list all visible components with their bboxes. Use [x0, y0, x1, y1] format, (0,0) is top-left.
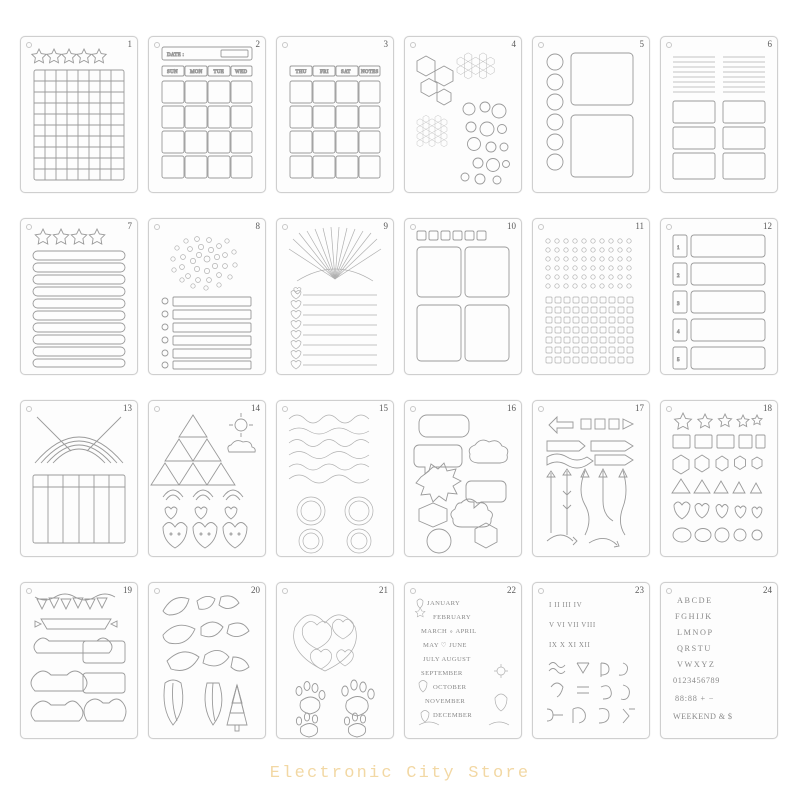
- stencil-12[interactable]: [660, 218, 778, 375]
- stencil-number: 13: [123, 403, 132, 413]
- svg-text:FEBRUARY: FEBRUARY: [433, 614, 472, 621]
- stencil-16-artwork: [405, 401, 521, 556]
- svg-text:WEEKEND & $: WEEKEND & $: [673, 712, 733, 721]
- stencil-number: 20: [251, 585, 260, 595]
- svg-text:WED: WED: [235, 70, 248, 75]
- stencil-13-artwork: [21, 401, 137, 556]
- store-watermark: Electronic City Store: [269, 764, 531, 783]
- stencil-15[interactable]: [276, 400, 394, 557]
- stencil-number: 6: [767, 39, 772, 49]
- stencil-10[interactable]: [404, 218, 522, 375]
- stencil-9[interactable]: [276, 218, 394, 375]
- svg-text:IX X XI XII: IX X XI XII: [549, 641, 591, 649]
- stencil-23-artwork: [533, 583, 649, 738]
- stencil-16[interactable]: [404, 400, 522, 557]
- stencil-18-artwork: [661, 401, 777, 556]
- stencil-number: 14: [251, 403, 260, 413]
- stencil-6-artwork: [661, 37, 777, 192]
- svg-text:JULY AUGUST: JULY AUGUST: [423, 656, 471, 663]
- stencil-3-artwork: [277, 37, 393, 192]
- svg-text:NOTES: NOTES: [361, 70, 379, 75]
- svg-text:NOVEMBER: NOVEMBER: [425, 698, 466, 705]
- svg-text:JANUARY: JANUARY: [427, 600, 461, 607]
- stencil-grid: [18, 36, 782, 742]
- stencil-number: 1: [127, 39, 132, 49]
- svg-text:THU: THU: [295, 70, 307, 75]
- stencil-9-artwork: [277, 219, 393, 374]
- stencil-12-artwork: [661, 219, 777, 374]
- stencil-24-artwork: [661, 583, 777, 738]
- stencil-21[interactable]: [276, 582, 394, 739]
- svg-text:FGHIJK: FGHIJK: [675, 612, 713, 621]
- stencil-19-artwork: [21, 583, 137, 738]
- svg-text:2: 2: [677, 274, 680, 279]
- svg-text:QRSTU: QRSTU: [677, 644, 712, 653]
- svg-text:88:88 + −: 88:88 + −: [675, 694, 715, 703]
- stencil-22[interactable]: [404, 582, 522, 739]
- stencil-10-artwork: [405, 219, 521, 374]
- stencil-5-artwork: [533, 37, 649, 192]
- stencil-number: 9: [383, 221, 388, 231]
- stencil-2[interactable]: [148, 36, 266, 193]
- stencil-number: 10: [507, 221, 516, 231]
- stencil-6[interactable]: [660, 36, 778, 193]
- stencil-15-artwork: [277, 401, 393, 556]
- stencil-number: 5: [639, 39, 644, 49]
- stencil-number: 23: [635, 585, 644, 595]
- svg-text:TUE: TUE: [213, 70, 225, 75]
- svg-text:VWXYZ: VWXYZ: [677, 660, 716, 669]
- stencil-8[interactable]: [148, 218, 266, 375]
- stencil-number: 16: [507, 403, 516, 413]
- svg-text:V VI VII VIII: V VI VII VIII: [549, 621, 596, 629]
- svg-text:1: 1: [677, 246, 680, 251]
- svg-text:DATE :: DATE :: [167, 53, 185, 58]
- svg-text:SUN: SUN: [167, 70, 178, 75]
- stencil-number: 2: [255, 39, 260, 49]
- stencil-13[interactable]: [20, 400, 138, 557]
- stencil-2-artwork: [149, 37, 265, 192]
- stencil-23[interactable]: [532, 582, 650, 739]
- svg-text:I II III IV: I II III IV: [549, 601, 583, 609]
- stencil-5[interactable]: [532, 36, 650, 193]
- stencil-19[interactable]: [20, 582, 138, 739]
- stencil-11-artwork: [533, 219, 649, 374]
- stencil-number: 19: [123, 585, 132, 595]
- svg-text:ABCDE: ABCDE: [677, 596, 713, 605]
- stencil-1[interactable]: [20, 36, 138, 193]
- svg-text:3: 3: [677, 302, 680, 307]
- svg-text:MAY ♡ JUNE: MAY ♡ JUNE: [423, 642, 467, 649]
- svg-text:FRI: FRI: [320, 70, 329, 75]
- stencil-17-artwork: [533, 401, 649, 556]
- stencil-17[interactable]: [532, 400, 650, 557]
- svg-text:MON: MON: [190, 70, 203, 75]
- stencil-21-artwork: [277, 583, 393, 738]
- stencil-24[interactable]: [660, 582, 778, 739]
- stencil-7[interactable]: [20, 218, 138, 375]
- svg-text:SAT: SAT: [341, 70, 351, 75]
- stencil-number: 24: [763, 585, 772, 595]
- svg-text:OCTOBER: OCTOBER: [433, 684, 467, 691]
- stencil-number: 15: [379, 403, 388, 413]
- stencil-20[interactable]: [148, 582, 266, 739]
- svg-text:5: 5: [677, 358, 680, 363]
- stencil-number: 8: [255, 221, 260, 231]
- stencil-number: 11: [635, 221, 644, 231]
- svg-text:4: 4: [677, 330, 680, 335]
- svg-text:SEPTEMBER: SEPTEMBER: [421, 670, 463, 677]
- stencil-number: 21: [379, 585, 388, 595]
- stencil-14[interactable]: [148, 400, 266, 557]
- stencil-11[interactable]: [532, 218, 650, 375]
- svg-text:DECEMBER: DECEMBER: [433, 712, 473, 719]
- stencil-22-artwork: [405, 583, 521, 738]
- stencil-number: 18: [763, 403, 772, 413]
- stencil-number: 4: [511, 39, 516, 49]
- stencil-14-artwork: [149, 401, 265, 556]
- stencil-number: 22: [507, 585, 516, 595]
- stencil-7-artwork: [21, 219, 137, 374]
- stencil-1-artwork: [21, 37, 137, 192]
- svg-text:LMNOP: LMNOP: [677, 628, 714, 637]
- stencil-number: 7: [127, 221, 132, 231]
- stencil-3[interactable]: [276, 36, 394, 193]
- stencil-4-artwork: [405, 37, 521, 192]
- svg-text:0123456789: 0123456789: [673, 676, 720, 685]
- svg-text:MARCH ∘ APRIL: MARCH ∘ APRIL: [421, 628, 477, 635]
- stencil-number: 3: [383, 39, 388, 49]
- stencil-20-artwork: [149, 583, 265, 738]
- stencil-number: 12: [763, 221, 772, 231]
- stencil-18[interactable]: [660, 400, 778, 557]
- stencil-8-artwork: [149, 219, 265, 374]
- stencil-4[interactable]: [404, 36, 522, 193]
- stencil-number: 17: [635, 403, 644, 413]
